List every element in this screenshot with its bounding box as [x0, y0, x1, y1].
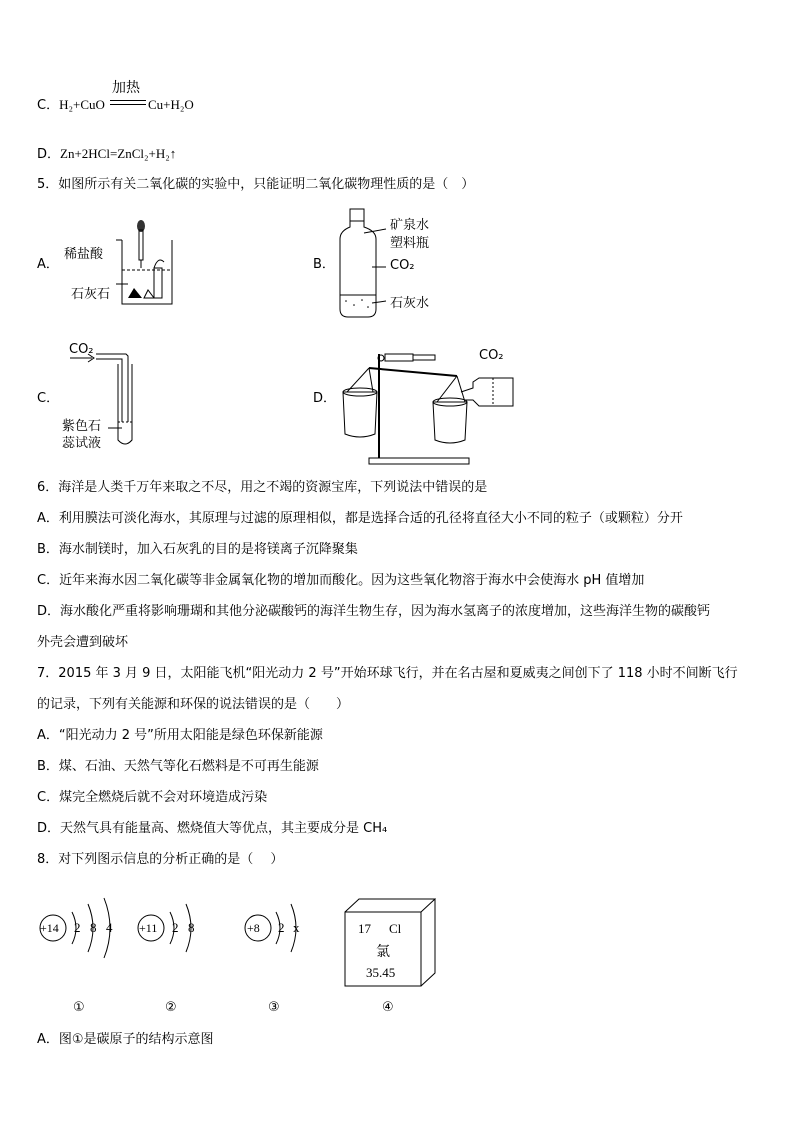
equals-sign — [110, 100, 146, 105]
shell-electrons: x — [293, 920, 300, 935]
q7-stem-line2: 的记录，下列有关能源和环保的说法错误的是（ ） — [37, 697, 350, 712]
q6-option-d-line2: 外壳会遭到破坏 — [37, 635, 129, 650]
q8-option-a: A．图①是碳原子的结构示意图 — [37, 1032, 214, 1047]
option-prefix: C． — [37, 98, 60, 113]
q6-stem: 6．海洋是人类千万年来取之不尽，用之不竭的资源宝库，下列说法中错误的是 — [37, 480, 488, 495]
figure-caption-3: ③ — [268, 1000, 280, 1015]
shell-electrons: 2 — [278, 920, 285, 935]
atomic-number: 17 — [358, 921, 371, 936]
q5-stem: 5．如图所示有关二氧化碳的实验中，只能证明二氧化碳物理性质的是（ ） — [37, 177, 475, 192]
q7-option-a: A．“阳光动力 2 号”所用太阳能是绿色环保新能源 — [37, 728, 323, 743]
q4-option-c — [37, 96, 105, 115]
figure-caption-1: ① — [73, 1000, 85, 1015]
label-limewater: 石灰水 — [390, 296, 430, 311]
element-name: 氯 — [376, 944, 390, 960]
figure-caption-2: ② — [165, 1000, 177, 1015]
label-plastic-bottle: 塑料瓶 — [390, 236, 430, 251]
label-co2: CO₂ — [390, 258, 415, 273]
option-b-prefix: B． — [313, 257, 335, 272]
equation: Zn+2HCl=ZnCl₂+H₂↑ — [60, 146, 177, 161]
option-a-prefix: A． — [37, 257, 59, 272]
shell-electrons: 2 — [172, 920, 179, 935]
atomic-mass: 35.45 — [366, 965, 396, 980]
q6-option-c: C．近年来海水因二氧化碳等非金属氧化物的增加而酸化。因为这些氧化物溶于海水中会使海水 pH 值增加 — [37, 573, 645, 588]
shell-electrons: 8 — [90, 920, 97, 935]
reaction-condition: 加热 — [112, 80, 140, 96]
equation-right: Cu+H₂O — [148, 97, 194, 112]
element-card-chlorine — [344, 898, 436, 988]
atom-structure-2 — [134, 890, 214, 970]
label-litmus-1: 紫色石 — [62, 419, 102, 434]
label-dilute-hcl: 稀盐酸 — [64, 247, 104, 262]
label-litmus-2: 蕊试液 — [62, 436, 102, 451]
label-mineral-water: 矿泉水 — [390, 218, 430, 233]
label-limestone: 石灰石 — [71, 287, 111, 302]
q7-stem-line1: 7．2015 年 3 月 9 日，太阳能飞机“阳光动力 2 号”开始环球飞行，并在名古屋和夏威夷之间创下了 118 小时不间断飞行 — [37, 666, 738, 681]
nucleus-charge: +14 — [40, 921, 59, 935]
label-co2-d: CO₂ — [479, 348, 504, 363]
label-co2-gas: CO₂ — [69, 342, 94, 357]
atom-structure-1 — [36, 890, 126, 970]
atom-structure-3 — [243, 890, 323, 970]
shell-electrons: 2 — [74, 920, 81, 935]
equation-left: H₂+CuO — [59, 97, 105, 112]
nucleus-charge: +8 — [247, 921, 260, 935]
q7-option-d: D．天然气具有能量高、燃烧值大等优点，其主要成分是 CH₄ — [37, 821, 388, 836]
q4-option-d — [37, 145, 176, 164]
q6-option-b: B．海水制镁时，加入石灰乳的目的是将镁离子沉降聚集 — [37, 542, 358, 557]
element-symbol: Cl — [389, 921, 402, 936]
option-prefix: D． — [37, 147, 61, 162]
q7-option-c: C．煤完全燃烧后就不会对环境造成污染 — [37, 790, 268, 805]
option-c-prefix: C． — [37, 391, 60, 406]
shell-electrons: 8 — [188, 920, 195, 935]
q8-stem: 8．对下列图示信息的分析正确的是（ ） — [37, 852, 284, 867]
beaker-dropper-figure — [108, 218, 180, 310]
q6-option-a: A．利用膜法可淡化海水，其原理与过滤的原理相似，都是选择合适的孔径将直径大小不同的粒子（或颗粒）分开 — [37, 511, 683, 526]
q6-option-d-line1: D．海水酸化严重将影响珊瑚和其他分泌碳酸钙的海洋生物生存，因为海水氢离子的浓度增加，这些海洋生物的碳酸钙 — [37, 604, 711, 619]
figure-caption-4: ④ — [382, 1000, 394, 1015]
shell-electrons: 4 — [106, 920, 113, 935]
plastic-bottle-figure — [328, 205, 388, 323]
q7-option-b: B．煤、石油、天然气等化石燃料是不可再生能源 — [37, 759, 319, 774]
nucleus-charge: +11 — [139, 921, 158, 935]
option-d-prefix: D． — [313, 391, 337, 406]
